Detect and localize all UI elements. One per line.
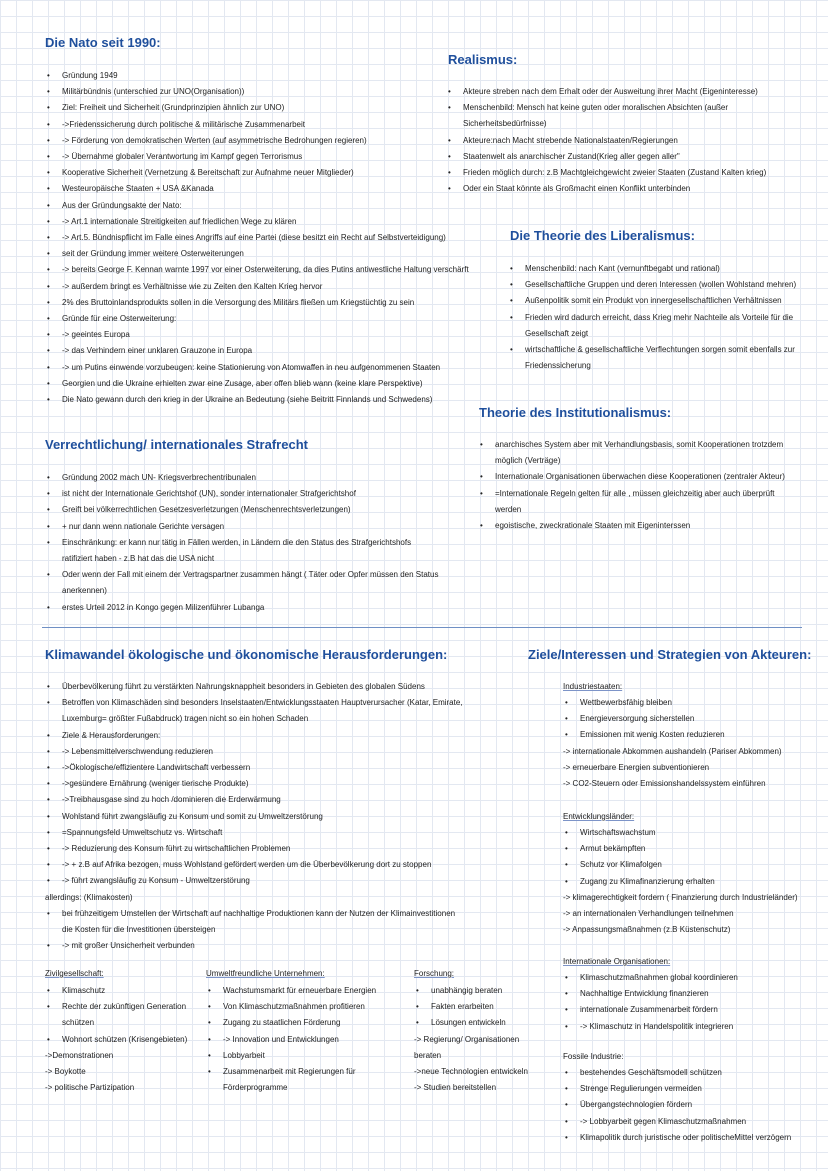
list-item: • bei frühzeitigem Umstellen der Wirtschaft auf nachhaltige Produktionen kann der Nutzen der Klimainvestitionen: [45, 906, 463, 922]
list-item: Förderprogramme: [223, 1083, 288, 1093]
list-item: • Energieversorgung sicherstellen: [563, 711, 782, 727]
list-item: • ist nicht der Internationale Gerichtshof (UN), sonder internationaler Strafgerichtshof: [45, 486, 438, 502]
unternehmen-list: [206, 983, 376, 1096]
list-item: • -> führt zwangsläufig zu Konsum - Umweltzerstörung: [45, 873, 463, 889]
forschung-list: [414, 983, 528, 1096]
list-item: • -> das Verhindern einer unklaren Grauzone in Europa: [45, 343, 469, 359]
list-item: • Gründung 2002 mach UN- Kriegsverbrechentribunalen: [45, 470, 438, 486]
list-item: • Westeuropäische Staaten + USA &Kanada: [45, 181, 469, 197]
list-item: werden: [495, 504, 522, 514]
list-item: • Klimaschutzmaßnahmen global koordinieren: [563, 970, 738, 986]
liberalismus-heading: Die Theorie des Liberalismus:: [510, 228, 695, 243]
klima-heading: Klimawandel ökologische und ökonomische Herausforderungen:: [45, 647, 448, 662]
list-item: • egoistische, zweckrationale Staaten mit Eigeninterssen: [478, 518, 785, 534]
list-item: • Gründe für eine Osterweiterung:: [45, 311, 469, 327]
list-item: die Kosten für die Investitionen übersteigen: [62, 925, 216, 935]
list-item: • -> Art.1 internationale Streitigkeiten auf friedlichen Wege zu klären: [45, 214, 469, 230]
list-item: • =Internationale Regeln gelten für alle , müssen gleichzeitig aber auch überprüft: [478, 486, 785, 502]
list-item: Friedenssicherung: [525, 361, 591, 371]
list-item: • Übergangstechnologien fördern: [563, 1097, 791, 1113]
realismus-heading: Realismus:: [448, 52, 518, 67]
forschung-section: [414, 966, 454, 982]
list-item: • -> Art.5. Bündnispflicht im Falle eines Angriffs auf eine Partei (diese besitzt ein Recht auf Selbstverteidigung): [45, 230, 469, 246]
strafrecht-section: [45, 437, 308, 452]
entwicklung-list: [563, 825, 798, 938]
unternehmen-heading: Umweltfreundliche Unternehmen:: [206, 969, 325, 978]
list-item: • Betroffen von Klimaschäden sind besonders Inselstaaten/Entwicklungsstaaten Hauptverursacher (Katar, Emirate,: [45, 695, 463, 711]
list-item: anerkennen): [62, 586, 107, 596]
section-divider: [42, 627, 802, 628]
list-item: -> internationale Abkommen aushandeln (Pariser Abkommen): [563, 746, 782, 756]
realismus-section: [448, 52, 517, 67]
realismus-list: [446, 84, 766, 197]
list-item: • -> Förderung von demokratischen Werten (auf asymmetrische Bedrohungen regieren): [45, 133, 469, 149]
klima-list: [45, 679, 463, 954]
list-item: Gesellschaft zeigt: [525, 328, 589, 338]
list-item: ->neue Technologien entwickeln: [414, 1067, 528, 1077]
list-item: • bestehendes Geschäftsmodell schützen: [563, 1065, 791, 1081]
list-item: • Militärbündnis (unterschied zur UNO(Organisation)): [45, 84, 469, 100]
list-item: • Außenpolitik somit ein Produkt von innergesellschaftlichen Verhältnissen: [508, 293, 796, 309]
list-item: -> erneuerbare Energien subventionieren: [563, 762, 710, 772]
list-item: • Strenge Regulierungen vermeiden: [563, 1081, 791, 1097]
industrie-list: [563, 695, 782, 792]
list-item: • -> Reduzierung des Konsum führt zu wirtschaftlichen Problemen: [45, 841, 463, 857]
entwicklung-section: [563, 809, 634, 825]
list-item: • -> Klimaschutz in Handelspolitik integrieren: [563, 1019, 738, 1035]
list-item: • Emissionen mit wenig Kosten reduzieren: [563, 727, 782, 743]
list-item: • unabhängig beraten: [414, 983, 528, 999]
list-item: • -> + z.B auf Afrika bezogen, muss Wohlstand gefördert werden um die Überbevölkerung dort zu stoppen: [45, 857, 463, 873]
list-item: • Aus der Gründungsakte der Nato:: [45, 198, 469, 214]
entwicklung-heading: Entwicklungsländer:: [563, 812, 635, 821]
list-item: • Menschenbild: nach Kant (vernunftbegabt und rational): [508, 261, 796, 277]
list-item: • Kooperative Sicherheit (Vernetzung & Bereitschaft zur Aufnahme neuer Mitglieder): [45, 165, 469, 181]
list-item: • Nachhaltige Entwicklung finanzieren: [563, 986, 738, 1002]
fossil-section: [563, 1049, 623, 1065]
ziele-heading: Ziele/Interessen und Strategien von Akteuren:: [528, 647, 812, 662]
list-item: • erstes Urteil 2012 in Kongo gegen Milizenführer Lubanga: [45, 600, 438, 616]
list-item: -> Studien bereitstellen: [414, 1083, 497, 1093]
list-item: ratifiziert haben - z.B hat das die USA nicht: [62, 554, 215, 564]
list-item: • Frieden wird dadurch erreicht, dass Krieg mehr Nachteile als Vorteile für die: [508, 310, 796, 326]
list-item: • -> Innovation und Entwicklungen: [206, 1032, 376, 1048]
liberalismus-section: [510, 228, 695, 243]
list-item: • Ziel: Freiheit und Sicherheit (Grundprinzipien ähnlich zur UNO): [45, 100, 469, 116]
liberalismus-list: [508, 261, 796, 374]
list-item: • Fakten erarbeiten: [414, 999, 528, 1015]
list-item: -> politische Partizipation: [45, 1083, 135, 1093]
list-item: • Ziele & Herausforderungen:: [45, 728, 463, 744]
list-item: • anarchisches System aber mit Verhandlungsbasis, somit Kooperationen trotzdem: [478, 437, 785, 453]
list-item: • Klimapolitik durch juristische oder politischeMittel verzögern: [563, 1130, 791, 1146]
list-item: Luxemburg= größter Fußabdruck) tragen nicht so ein hohen Schaden: [62, 714, 309, 724]
list-item: -> CO2-Steuern oder Emissionshandelssystem einführen: [563, 779, 766, 789]
list-item: • Internationale Organisationen überwachen diese Kooperationen (zentraler Akteur): [478, 469, 785, 485]
list-item: -> Anpassungsmaßnahmen (z.B Küstenschutz): [563, 925, 731, 935]
list-item: • -> mit großer Unsicherheit verbunden: [45, 938, 463, 954]
list-item: • Die Nato gewann durch den krieg in der Ukraine an Bedeutung (siehe Beitritt Finnlands und Schwedens): [45, 392, 469, 408]
list-item: • Menschenbild: Mensch hat keine guten oder moralischen Absichten (außer: [446, 100, 766, 116]
list-item: • Zusammenarbeit mit Regierungen für: [206, 1064, 376, 1080]
list-item: • -> geeintes Europa: [45, 327, 469, 343]
strafrecht-list: [45, 470, 438, 616]
zivil-section: [45, 966, 104, 982]
list-item: • ->Friedenssicherung durch politische & militärische Zusammenarbeit: [45, 117, 469, 133]
list-item: • Überbevölkerung führt zu verstärkten Nahrungsknappheit besonders in Gebieten des globalen Südens: [45, 679, 463, 695]
zivil-list: [45, 983, 187, 1096]
list-item: • Rechte der zukünftigen Generation: [45, 999, 187, 1015]
list-item: • + nur dann wenn nationale Gerichte versagen: [45, 519, 438, 535]
orgs-heading: Internationale Organisationen:: [563, 957, 671, 966]
list-item: Sicherheitsbedürfnisse): [463, 119, 547, 129]
list-item: • Schutz vor Klimafolgen: [563, 857, 798, 873]
fossil-list: [563, 1065, 791, 1146]
list-item: • Greift bei völkerrechtlichen Gesetzesverletzungen (Menschenrechtsverletzungen): [45, 502, 438, 518]
list-item: • Frieden möglich durch: z.B Machtgleichgewicht zweier Staaten (Zustand Kalten krieg): [446, 165, 766, 181]
list-item: -> Regierung/ Organisationen: [414, 1034, 520, 1044]
list-item: • Einschränkung: er kann nur tätig in Fällen werden, in Ländern die den Status des Strafgerichtshofs: [45, 535, 438, 551]
list-item: • Von Klimaschutzmaßnahmen profitieren: [206, 999, 376, 1015]
orgs-section: [563, 954, 670, 970]
strafrecht-heading: Verrechtlichung/ internationales Strafrecht: [45, 437, 308, 452]
list-item: möglich (Verträge): [495, 456, 561, 466]
list-item: • Wettbewerbsfähig bleiben: [563, 695, 782, 711]
ziele-section: [528, 647, 811, 662]
list-item: • Klimaschutz: [45, 983, 187, 999]
institutionalismus-heading: Theorie des Institutionalismus:: [479, 405, 672, 420]
list-item: • Oder ein Staat könnte als Großmacht einen Konflikt unterbinden: [446, 181, 766, 197]
list-item: • 2% des Bruttoinlandsprodukts sollen in die Versorgung des Militärs fließen um Kriegstüchtig zu sein: [45, 295, 469, 311]
list-item: • -> Übernahme globaler Verantwortung im Kampf gegen Terrorismus: [45, 149, 469, 165]
list-item: • Armut bekämpften: [563, 841, 798, 857]
fossil-heading: Fossile Industrie:: [563, 1052, 624, 1061]
list-item: • Akteure:nach Macht strebende Nationalstaaten/Regierungen: [446, 133, 766, 149]
nato-list: [45, 68, 469, 408]
list-item: -> klimagerechtigkeit fordern ( Finanzierung durch Industrieländer): [563, 892, 798, 902]
list-item: • wirtschaftliche & gesellschaftliche Verflechtungen sorgen somit ebenfalls zur: [508, 342, 796, 358]
list-item: • Zugang zu Klimafinanzierung erhalten: [563, 874, 798, 890]
list-item: • seit der Gründung immer weitere Osterweiterungen: [45, 246, 469, 262]
unternehmen-section: [206, 966, 325, 982]
nato-section: [45, 35, 161, 50]
list-item: • -> Lobbyarbeit gegen Klimaschutzmaßnahmen: [563, 1114, 791, 1130]
list-item: • Wohlstand führt zwangsläufig zu Konsum und somit zu Umweltzerstörung: [45, 809, 463, 825]
list-item: beraten: [414, 1050, 442, 1060]
zivil-heading: Zivilgesellschaft:: [45, 969, 104, 978]
industrie-section: [563, 679, 622, 695]
list-item: • -> um Putins einwende vorzubeugen: keine Stationierung von Atomwaffen in neu aufgenommenen Staaten: [45, 360, 469, 376]
list-item: • -> bereits George F. Kennan warnte 1997 vor einer Osterweiterung, da dies Putins antiwestliche Haltung verschärft: [45, 262, 469, 278]
list-item: • ->gesündere Ernährung (weniger tierische Produkte): [45, 776, 463, 792]
list-item: • Wirtschaftswachstum: [563, 825, 798, 841]
list-item: • Akteure streben nach dem Erhalt oder der Ausweitung ihrer Macht (Eigeninteresse): [446, 84, 766, 100]
list-item: allerdings: (Klimakosten): [45, 892, 133, 902]
list-item: • Wachstumsmarkt für erneuerbare Energien: [206, 983, 376, 999]
list-item: • ->Treibhausgase sind zu hoch /dominieren die Erderwärmung: [45, 792, 463, 808]
list-item: • -> Lebensmittelverschwendung reduzieren: [45, 744, 463, 760]
list-item: ->Demonstrationen: [45, 1050, 114, 1060]
list-item: -> an internationalen Verhandlungen teilnehmen: [563, 909, 734, 919]
list-item: • Oder wenn der Fall mit einem der Vertragspartner zusammen hängt ( Täter oder Opfer müssen den Status: [45, 567, 438, 583]
list-item: • ->Ökologische/effizientere Landwirtschaft verbessern: [45, 760, 463, 776]
institutionalismus-section: [479, 405, 671, 420]
forschung-heading: Forschung:: [414, 969, 455, 978]
list-item: • Zugang zu staatlichen Förderung: [206, 1015, 376, 1031]
klima-section: [45, 647, 447, 662]
list-item: • Wohnort schützen (Krisengebieten): [45, 1032, 187, 1048]
list-item: • internationale Zusammenarbeit fördern: [563, 1002, 738, 1018]
industrie-heading: Industriestaaten:: [563, 682, 623, 691]
list-item: • Lobbyarbeit: [206, 1048, 376, 1064]
list-item: • Staatenwelt als anarchischer Zustand(Krieg aller gegen aller": [446, 149, 766, 165]
list-item: schützen: [62, 1018, 95, 1028]
list-item: • -> außerdem bringt es Verhältnisse wie zu Zeiten den Kalten Krieg hervor: [45, 279, 469, 295]
list-item: -> Boykotte: [45, 1067, 86, 1077]
orgs-list: [563, 970, 738, 1035]
list-item: • Lösungen entwickeln: [414, 1015, 528, 1031]
list-item: • =Spannungsfeld Umweltschutz vs. Wirtschaft: [45, 825, 463, 841]
list-item: • Gesellschaftliche Gruppen und deren Interessen (wollen Wohlstand mehren): [508, 277, 796, 293]
list-item: • Georgien und die Ukraine erhielten zwar eine Zusage, aber offen blieb wann (keine klare Perspektive): [45, 376, 469, 392]
list-item: • Gründung 1949: [45, 68, 469, 84]
institutionalismus-list: [478, 437, 785, 534]
nato-heading: Die Nato seit 1990:: [45, 35, 161, 50]
